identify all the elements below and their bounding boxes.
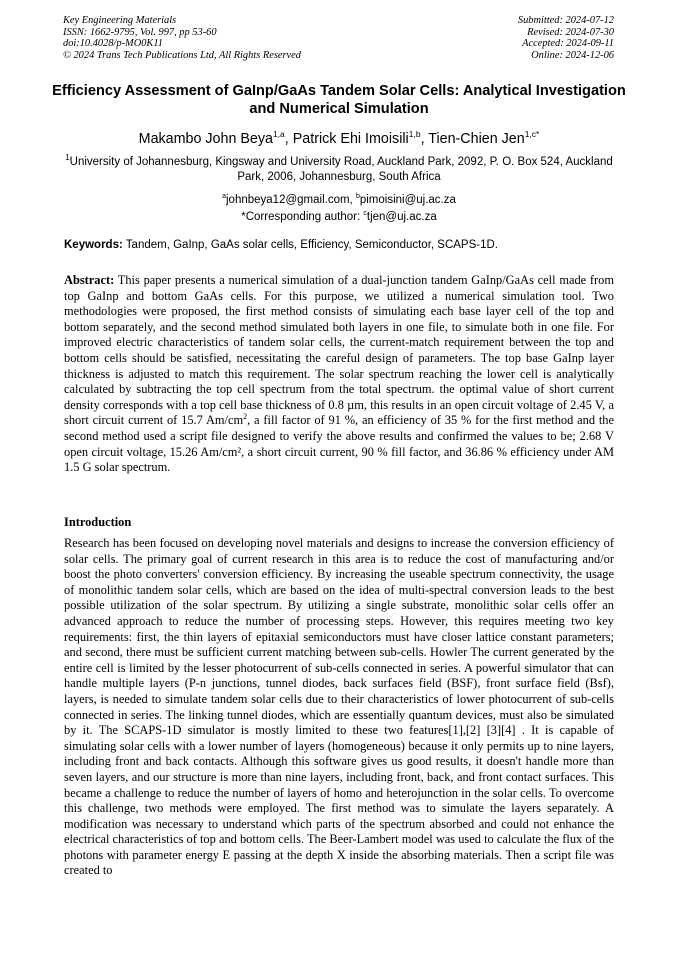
doi[interactable]: doi:10.4028/p-MO0K11 [63,38,163,50]
abstract [64,273,614,476]
email-a[interactable]: johnbeya12@gmail.com, [226,193,353,206]
contact-emails [55,190,623,224]
issn-volume: ISSN: 1662-9795, Vol. 997, pp 53-60 [63,26,217,38]
affiliation-mark: 1 [65,153,70,162]
author-name: Tien-Chien Jen [428,130,525,147]
affiliation [55,150,623,186]
author-affiliation-mark: 1,b [408,129,421,139]
journal-info [63,15,301,61]
author-list [40,125,638,148]
introduction-body: Research has been focused on developing novel materials and designs to increase the conversion efficiency of solar cells. The primary goal of current research in this area is to reduce the cost of manufacturing and/or boost the photo converters' conversion efficiency. By increasing the useable spectrum connectivity, the usage of monolithic tandem solar cells, which are based on the idea of multi-spectral conversion leads to the best possible utilization of the solar spectrum. By utilizing a single substrate, monolithic solar cells offer an advanced approach to reduce the number of processing steps. However, this requires meeting two key requirements: first, the thin layers of epitaxial semiconductors must have closer lattice constant parameters; and second, there must be sufficient current matching between sub-cells. Howler The current generated by the entire cell is limited by the lesser photocurrent of sub-cells connected in series. A powerful simulator that can handle multiple layers (P-n junctions, tunnel diodes, back surfaces field (BSF), front surface field (Bsf), layers, is needed to simulate tandem solar cells due to their characteristics of lower photocurrent of sub-cells connected in series. The linking tunnel diodes, which are essentially quantum devices, must also be simulated by it. The SCAPS-1D simulator is mostly limited to these two features[1],[2] [3][4] . It is capable of simulating solar cells with a lower number of layers (homogeneous) because it only permits up to nine layers, including front and back contacts. Although this software gives us good results, it doesn't handle more than seven layers, and our structure is more than nine layers, including front, back, and front contact surfaces. This became a challenge to reduce the number of layers of homo and heterojunction in the solar cells. To overcome this challenge, two methods were employed. The first method was to simulate the layers separately. A modification was necessary to understand which parts of the spectrum absorbed and could not enhance the electrical characteristics of top and bottom cells. The Beer-Lambert model was used to calculate the flux of the photons with parameter energy E passing at the depth X inside the absorbing materials. Then a script file was created to [64,536,614,878]
paper-title: Efficiency Assessment of GaInp/GaAs Tandem Solar Cells: Analytical Investigation and Numerical Simulation [52,83,626,117]
corresponding-author-label: *Corresponding author: [241,210,361,223]
email-c[interactable]: tjen@uj.ac.za [366,210,437,223]
online-date: Online: 2024-12-06 [531,49,614,61]
author-affiliation-mark: 1,a [272,129,285,139]
introduction-heading: Introduction [64,515,132,529]
abstract-text-continued: , a fill factor of 91 %, an efficiency of 35 % for the first method and the second method used a script file designed to verify the above results and confirmed the values to be; 2.68 V open circuit voltage, 15.26 Am/cm², a short circuit current, 90 % fill factor, and 36.86 % efficiency under AM 1.5 G solar spectrum. [64,413,614,475]
journal-name: Key Engineering Materials [63,15,177,26]
email-mark: b [355,193,360,200]
keywords-label: Keywords: [64,239,123,251]
author-separator: , [420,130,429,147]
author-separator: , [284,130,293,147]
submitted-date: Submitted: 2024-07-12 [517,15,614,26]
copyright: © 2024 Trans Tech Publications Ltd, All Rights Reserved [63,49,301,61]
email-b[interactable]: pimoisini@uj.ac.za [359,193,456,206]
author-name: Patrick Ehi Imoisili [292,130,409,147]
accepted-date: Accepted: 2024-09-11 [522,38,614,50]
affiliation-text: University of Johannesburg, Kingsway and University Road, Auckland Park, 2092, P. O. Box 524, Auckland Park, 2006, Johannesburg, South Africa [69,155,613,184]
email-mark: c [363,209,367,217]
author-affiliation-mark: 1,c* [524,129,540,139]
abstract-text: This paper presents a numerical simulation of a dual-junction tandem GaInp/GaAs cell made from top GaInp and bottom GaAs cells. For this purpose, we utilized a numerical simulation tool. Two methodologies were proposed, the first method consists of simulating each base layer cell of the top and bottom separately, and the second method simulated both layers in one file, to simulate both in one file. For improved electric characteristics of tandem solar cells, the current-match requirement between the top and bottom cells should be satisfied, necessitating the careful design of parameters. The top base GaInp layer thickness is adjusted to match this requirement. The solar spectrum reaching the lower cell is analytically calculated by subtracting the top cell spectrum from the total spectrum. the optimal value of short current density corresponds with a top cell base thickness of 0.8 µm, this results in an open circuit voltage of 2.45 V, a short circuit current of 15.7 Am/cm [64,273,614,428]
email-line [55,190,623,207]
abstract-superscript: 2 [243,412,248,422]
author-name: Makambo John Beya [138,130,273,147]
email-mark: a [222,193,226,200]
revised-date: Revised: 2024-07-30 [527,26,614,38]
keywords-text: Tandem, GaInp, GaAs solar cells, Efficiency, Semiconductor, SCAPS-1D. [125,239,499,251]
abstract-label: Abstract: [64,273,115,287]
publication-dates [518,15,614,61]
keywords [64,238,616,252]
corresponding-author-line [55,207,623,224]
